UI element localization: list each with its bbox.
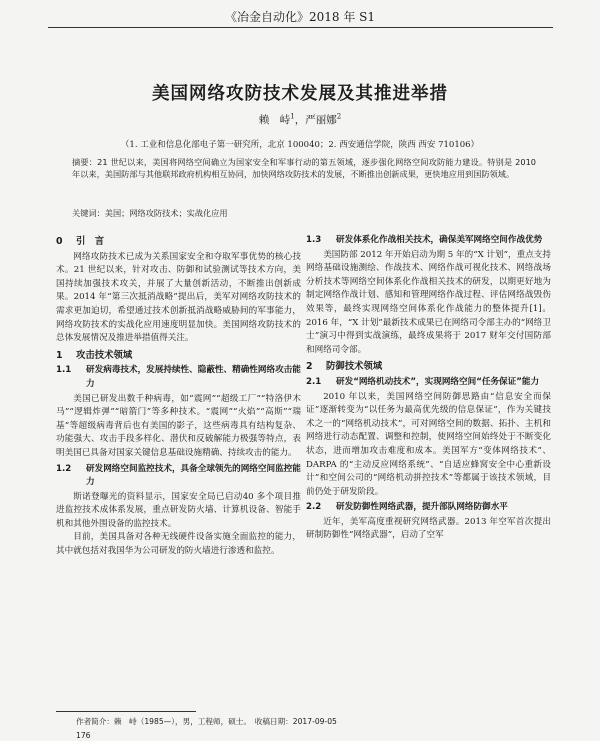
author-line: 赖 峙$^1$，严丽娜$^2$ <box>258 112 342 126</box>
abstract: 摘要：21 世纪以来，美国将网络空间确立为国家安全和军事行动的第五领域，逐步强化网络空间攻防能力建设。特别是 2010 年以来，美国防部与其他联邦政府机构相互协同，加快网络攻防技术的发展，不断推出创新成果，更快地应用到国防领域。 <box>72 157 536 179</box>
heading-number: 1 <box>56 349 63 361</box>
subsection-heading <box>306 501 551 515</box>
heading-text: 研发病毒技术，发展持续性、隐蔽性、精确性网络攻击能力 <box>86 365 301 389</box>
heading-number: 1.1 <box>56 365 72 376</box>
affiliation: （1. 工业和信息化部电子第一研究所，北京 100040；2. 西安通信学院，陕西 西安 710106） <box>120 140 480 150</box>
footnote-rule <box>56 711 196 712</box>
running-header: 《冶金自动化》2018 年 S1 <box>224 10 376 24</box>
heading-number: 2 <box>306 361 313 373</box>
body-column-left <box>56 232 301 559</box>
heading-number: 2.2 <box>306 502 322 513</box>
body-paragraph: 2010 年以来，美国网络空间防御思路由“信息安全而保证”逐渐转变为“以任务为最高优先级的信息保证”，作为关键技术之一的“网络机动技术”，可对网络空间的数据、拓扑、主机和网络进行动态配置、调整和控制，使网络空间始终处于不断变化状态，进而增加攻击难度和成本。美国军方“变体网络技术”、DARPA 的“主动反应网络系统”、“自适应蜂窝安全中心重新设计”和空间公司的“网络机动拼控技术”等都属于该技术领域，目前仍处于研发阶段。 <box>306 391 551 497</box>
author-affil-mark: 1 <box>290 112 295 121</box>
heading-text: 研发网络空间监控技术，具备全球领先的网络空间监控能力 <box>86 463 301 488</box>
heading-number: 1.3 <box>306 235 322 245</box>
subsection-heading <box>56 463 301 490</box>
heading-number: 1.2 <box>56 463 72 474</box>
author-name: 严丽娜 <box>305 114 337 126</box>
section-heading <box>306 360 551 374</box>
body-paragraph: 目前，美国具备对各种无线硬件设备实施全面监控的能力，其中就包括对我国华为公司研发的防火墙进行渗透和监控。 <box>56 532 301 557</box>
paper-title: 美国网络攻防技术发展及其推进举措 <box>152 84 448 104</box>
body-paragraph: 美国防部 2012 年开始启动为期 5 年的“X 计划”，重点支持网络基础设施测绘、作战技术、网络作战可视化技术、网络战场分析技术等网络空间体系化作战相关技术的研发，以期更好地为制定网络作战计划、感知和管理网络作战过程、评估网络战毁伤效果等，最终实现网络空间体系化作战能力的整体提升[1]。2016 年，“X 计划”最新技术成果已在网络司令部主办的“网络卫士”演习中得到实战演练，最终成果将于 2017 财年交付国防部和网络司令部。 <box>306 249 551 355</box>
body-column-right <box>306 232 551 543</box>
header-rule <box>48 27 553 28</box>
heading-text: 研发防御性网络武器，提升部队网络防御水平 <box>336 502 508 513</box>
heading-number: 0 <box>56 236 63 247</box>
body-paragraph: 斯诺登曝光的资料显示，国家安全局已启动40 多个项目推进监控技术成体系发展，重点研发防火墙、计算机设备、智能手机和其他外围设备的监控技术。 <box>56 491 301 529</box>
author-footnote: 作者简介：赖 峙（1985—），男，工程师，硕士。 收稿日期：2017-09-05 <box>76 717 337 726</box>
section-heading <box>56 349 301 363</box>
heading-text: 防御技术领域 <box>326 361 383 373</box>
section-heading <box>56 235 301 249</box>
author-name: 赖 峙 <box>258 114 291 126</box>
heading-text: 引 言 <box>76 236 105 247</box>
heading-number: 2.1 <box>306 376 322 387</box>
heading-text: 攻击技术领域 <box>76 349 133 361</box>
page-number: 176 <box>76 731 91 740</box>
heading-text: 研发体系化作战相关技术，确保美军网络空间作战优势 <box>336 235 543 245</box>
body-paragraph: 网络攻防技术已成为关系国家安全和夺取军事优势的核心技术。21 世纪以来，针对攻击、防御和试验测试等技术方向，美国持续加强技术攻关，并展了大量创新活动，不断推出创新成果。2014 年“第三次抵消战略”提出后，美军对网络攻防技术的需求更加迫切，希望通过技术创新抵消战略威胁间的军事能力，网络攻防技术的实战化应用速度明显加快。美国网络攻防技术的总体发展情况及推进举措值得关注。 <box>56 251 301 344</box>
author-affil-mark: 2 <box>336 112 342 121</box>
heading-text: 研发“网络机动技术”，实现网络空间“任务保证”能力 <box>336 376 540 387</box>
subsection-heading <box>306 376 551 390</box>
subsection-heading <box>306 234 551 248</box>
body-paragraph: 美国已研发出数千种病毒，如“震网”“超级工厂”“特洛伊木马”“逻辑炸弹”“暗箭门”等多种技术。“震网”“火焰”“高斯”“瑞基”等超级病毒背后也有美国的影子，这些病毒具有结构复杂、功能强大、攻击手段多样化、潜伏和反破解能力极强等特点，表明美国已具备对国家关键信息基础设施精确、持续攻击的能力。 <box>56 393 301 458</box>
body-paragraph: 近年，美军高度重视研究网络武器。2013 年空军首次提出研制防御性“网络武器”，启动了空军 <box>306 516 551 541</box>
keywords: 关键词：美国；网络攻防技术；实战化应用 <box>72 208 228 218</box>
subsection-heading <box>56 364 301 391</box>
